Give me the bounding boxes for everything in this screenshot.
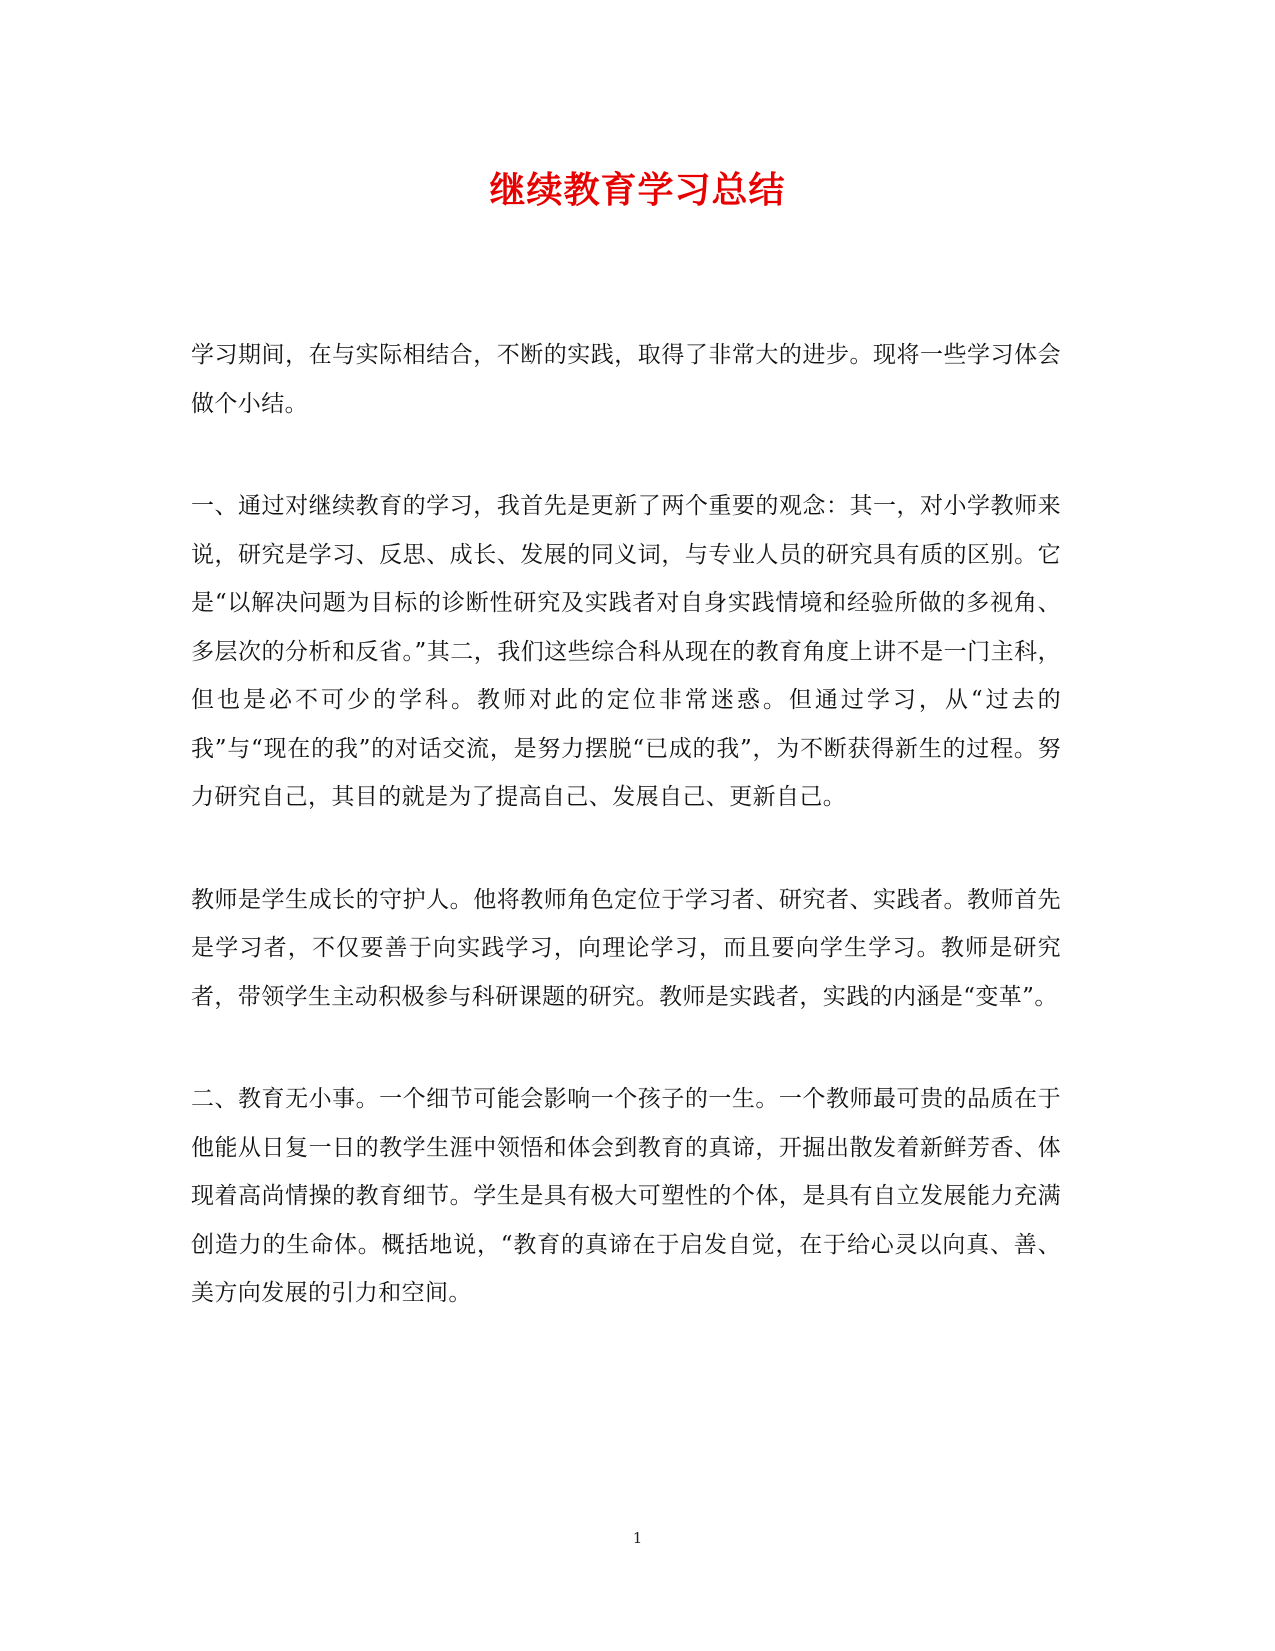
paragraph-intro: 学习期间，在与实际相结合，不断的实践，取得了非常大的进步。现将一些学习体会做个小结。: [191, 342, 1061, 417]
paragraph-section-two: 二、教育无小事。一个细节可能会影响一个孩子的一生。一个教师最可贵的品质在于他能从日复一日的教学生涯中领悟和体会到教育的真谛，开掘出散发着新鲜芳香、体现着高尚情操的教育细节。学生是具有极大可塑性的个体，是具有自立发展能力充满创造力的生命体。概括地说，“教育的真谛在于启发自觉，在于给心灵以向真、善、美方向发展的引力和空间。: [191, 1086, 1061, 1306]
document-body: [191, 331, 1061, 1372]
document-title: 继续教育学习总结: [489, 169, 786, 211]
paragraph-section-one: 一、通过对继续教育的学习，我首先是更新了两个重要的观念：其一，对小学教师来说，研究是学习、反思、成长、发展的同义词，与专业人员的研究具有质的区别。它是“以解决问题为目标的诊断性研究及实践者对自身实践情境和经验所做的多视角、多层次的分析和反省。”其二，我们这些综合科从现在的教育角度上讲不是一门主科，但也是必不可少的学科。教师对此的定位非常迷惑。但通过学习，从“过去的我”与“现在的我”的对话交流，是努力摆脱“已成的我”，为不断获得新生的过程。努力研究自己，其目的就是为了提高自己、发展自己、更新自己。: [191, 493, 1061, 810]
paragraph-teacher-roles: 教师是学生成长的守护人。他将教师角色定位于学习者、研究者、实践者。教师首先是学习者，不仅要善于向实践学习，向理论学习，而且要向学生学习。教师是研究者，带领学生主动积极参与科研课题的研究。教师是实践者，实践的内涵是“变革”。: [191, 886, 1061, 1010]
page-number: 1: [632, 1529, 643, 1547]
